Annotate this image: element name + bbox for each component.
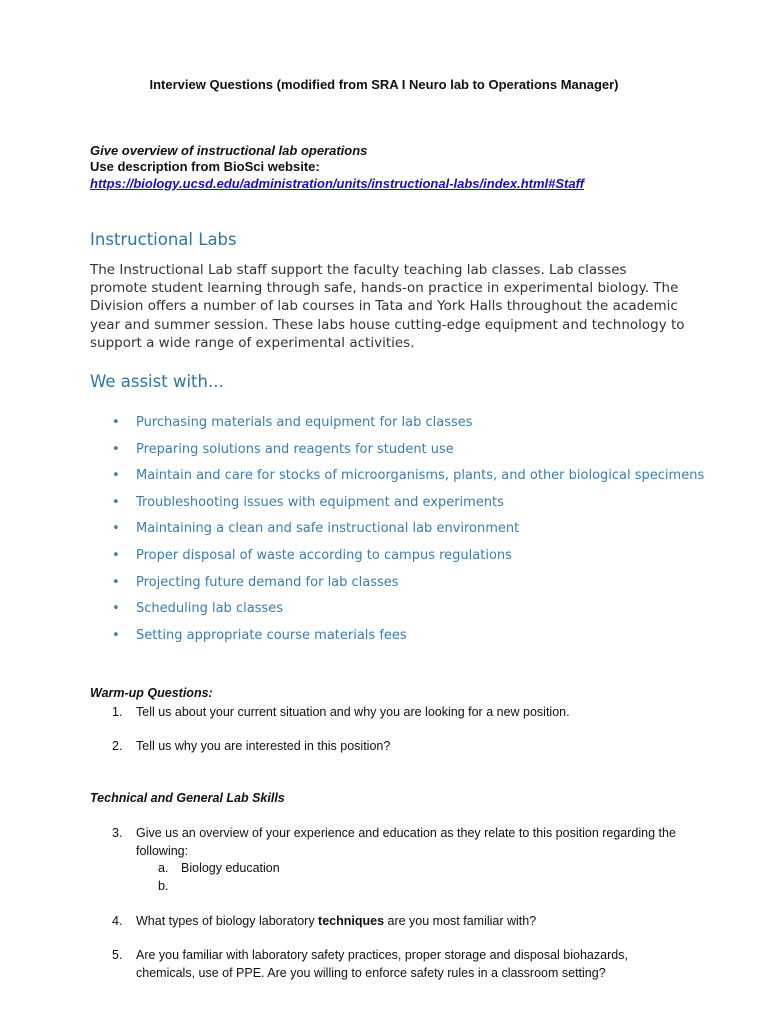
paragraph-line: year and summer session. These labs house cutting-edge equipment and technology to [90, 316, 685, 333]
list-item [112, 415, 704, 442]
we-assist-heading: We assist with... [90, 372, 224, 391]
question-text: Are you familiar with laboratory safety practices, proper storage and disposal biohazards, chemicals, use of PPE. Are you willing to enforce safety rules in a classroom setting? [136, 948, 628, 980]
paragraph-line: support a wide range of experimental activities. [90, 334, 415, 351]
question-number: 4. [112, 914, 123, 928]
question-number: 1. [112, 705, 123, 719]
list-item [112, 548, 704, 575]
list-item-text: Projecting future demand for lab classes [136, 574, 399, 590]
paragraph-line: Division offers a number of lab courses in Tata and York Halls throughout the academic [90, 298, 678, 315]
question-text-part: What types of biology laboratory [136, 914, 319, 928]
list-item [112, 495, 704, 522]
bullet-icon: • [112, 574, 120, 590]
technical-skills-heading: Technical and General Lab Skills [90, 791, 285, 805]
question-text [136, 913, 676, 931]
use-description-label: Use description from BioSci website: [90, 159, 320, 174]
assist-list [112, 415, 704, 654]
list-item [112, 442, 704, 469]
bullet-icon: • [112, 601, 120, 617]
instructional-labs-heading: Instructional Labs [90, 230, 237, 249]
list-item-text: Proper disposal of waste according to campus regulations [136, 547, 512, 563]
list-item-text: Scheduling lab classes [136, 601, 283, 617]
question-text: Give us an overview of your experience and education as they relate to this position regarding the following: [136, 826, 676, 858]
paragraph-line: The Instructional Lab staff support the faculty teaching lab classes. Lab classes [90, 262, 627, 278]
list-item [112, 575, 704, 602]
bullet-icon: • [112, 494, 120, 510]
question-text: Tell us why you are interested in this position? [136, 739, 391, 753]
bullet-icon: • [112, 547, 120, 563]
question-text: Tell us about your current situation and why you are looking for a new position. [136, 705, 570, 719]
bullet-icon: • [112, 627, 120, 643]
list-item [112, 521, 704, 548]
bullet-icon: • [112, 415, 120, 430]
overview-heading: Give overview of instructional lab operations [90, 143, 368, 158]
list-item [112, 628, 704, 655]
paragraph-line: promote student learning through safe, hands-on practice in experimental biology. The [90, 280, 679, 297]
list-item-text: Troubleshooting issues with equipment and experiments [136, 494, 504, 510]
sub-item-letter: a. [158, 861, 169, 875]
question-text-emphasis: techniques [318, 914, 385, 928]
list-item-text: Purchasing materials and equipment for lab classes [136, 415, 473, 430]
list-item-text: Setting appropriate course materials fees [136, 627, 407, 643]
sub-item-letter: b. [158, 879, 169, 893]
question-text-part: are you most familiar with? [384, 914, 537, 928]
document-title: Interview Questions (modified from SRA I Neuro lab to Operations Manager) [149, 77, 619, 92]
bullet-icon: • [112, 521, 120, 537]
list-item-text: Maintaining a clean and safe instructional lab environment [136, 521, 520, 537]
question-number: 5. [112, 948, 123, 962]
question-number: 2. [112, 739, 123, 753]
list-item [112, 601, 704, 628]
warmup-questions-heading: Warm-up Questions: [90, 686, 213, 700]
list-item-text: Maintain and care for stocks of microorganisms, plants, and other biological specimens [136, 468, 705, 484]
sub-item-text: Biology education [181, 861, 280, 875]
bullet-icon: • [112, 441, 120, 457]
list-item [112, 468, 704, 495]
biosci-website-link[interactable]: https://biology.ucsd.edu/administration/units/instructional-labs/index.html#Staff [90, 176, 585, 191]
instructional-labs-paragraph [90, 261, 690, 352]
list-item-text: Preparing solutions and reagents for student use [136, 441, 454, 457]
bullet-icon: • [112, 468, 120, 484]
question-number: 3. [112, 826, 123, 840]
